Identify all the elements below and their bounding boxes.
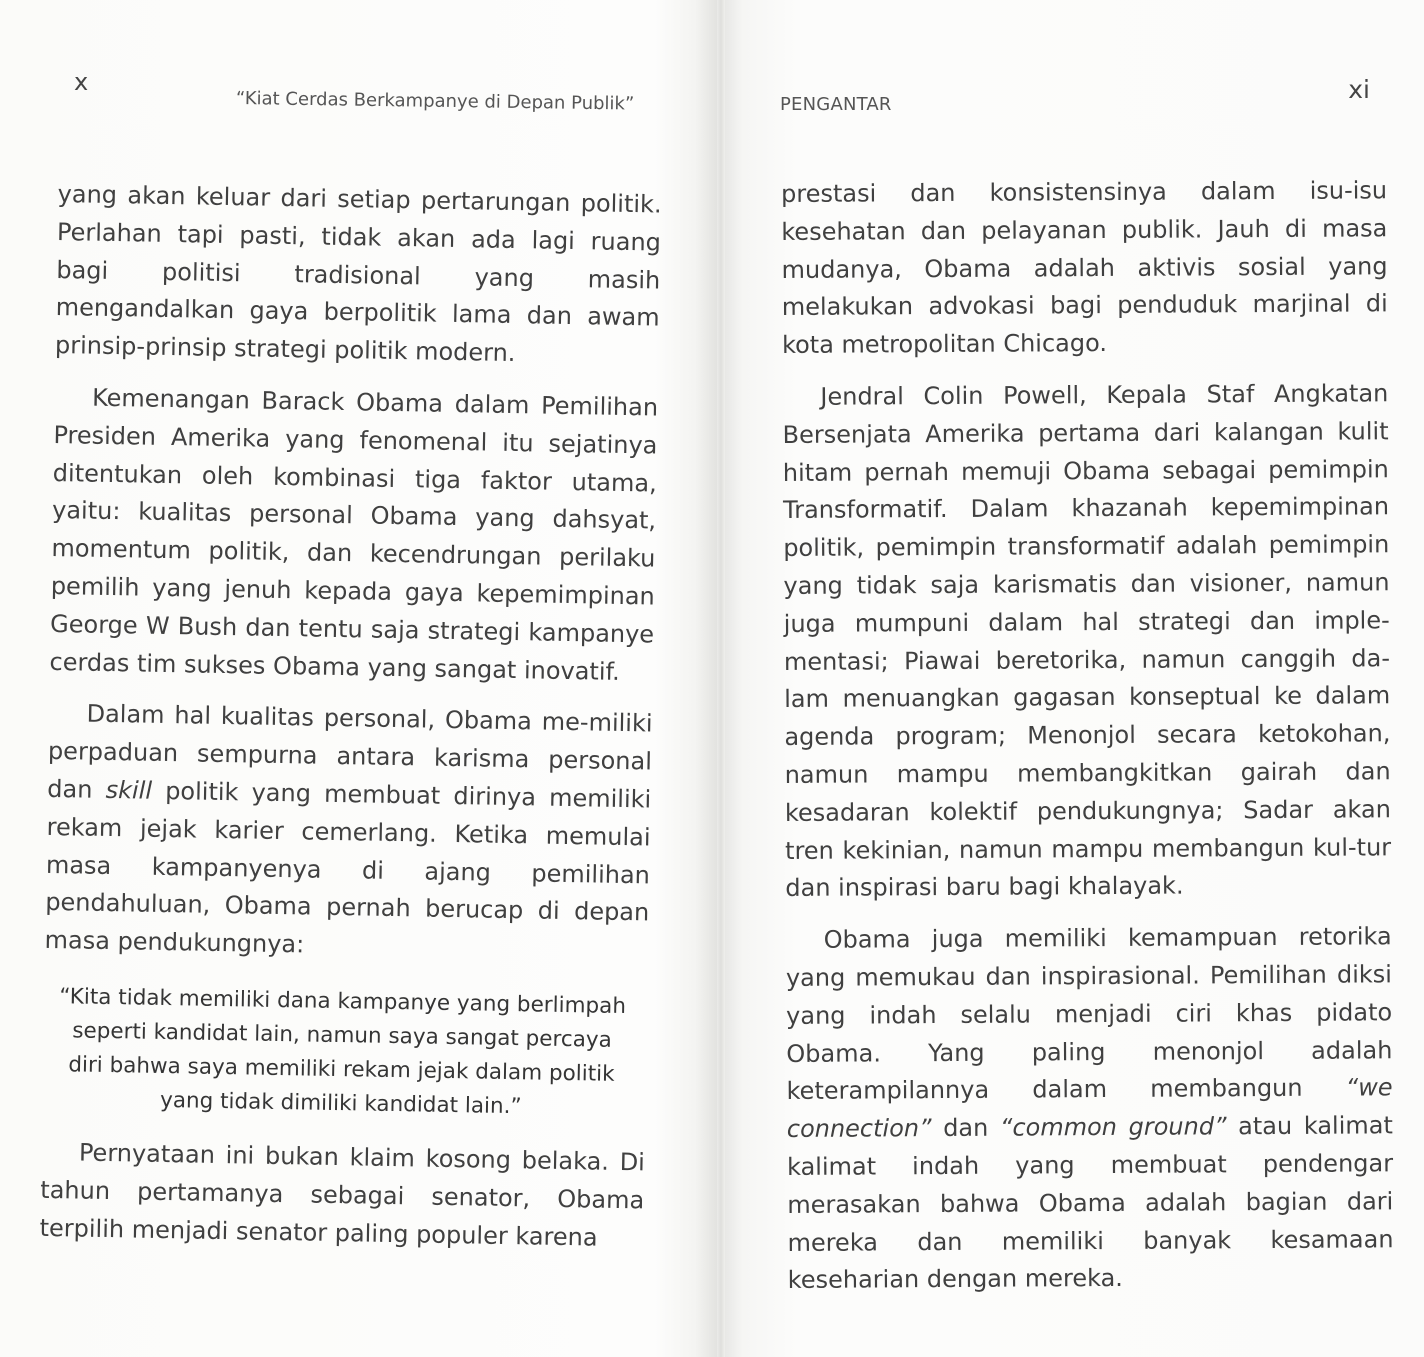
right-paragraph-3-text-b: dan (931, 1113, 1001, 1143)
right-page-number: xi (1348, 75, 1370, 104)
right-paragraph-3-text-a: Obama juga memiliki kemampuan retorika yang memukau dan inspirasional. Pemilihan diksi yang indah selalu menjadi ciri khas pidato Obama. Yang paling menonjol adalah keterampilannya dalam membangun (785, 922, 1393, 1106)
right-page (725, 0, 1424, 1357)
left-page-shadow (695, 0, 717, 1357)
left-paragraph-3-italic-skill: skill (105, 775, 153, 805)
right-page-shadow (725, 0, 743, 1357)
right-paragraph-3-italic-common-ground: “common ground” (999, 1112, 1227, 1142)
left-body-text (39, 176, 662, 1258)
right-paragraph-2: Jendral Colin Powell, Kepala Staf Angkatan Bersenjata Amerika pertama dari kalangan kulit hitam pernah memuji Obama sebagai pemimpin Transformatif. Dalam khazanah kepemimpinan politik, pemimpin transformatif adalah pemimpin yang tidak saja karismatis dan visioner, namun juga mumpuni dalam hal strategi dan imple-mentasi; Piawai beretorika, namun canggih da-lam menuangkan gagasan konseptual ke dalam agenda program; Menonjol secara ketokohan, namun mampu membangkitkan gairah dan kesadaran kolektif pendukungnya; Sadar akan tren kekinian, namun mampu membangun kul-tur dan inspirasi baru bagi khalayak. (782, 379, 1392, 903)
right-body-text (781, 172, 1394, 1300)
left-paragraph-3 (44, 695, 653, 970)
right-paragraph-3-italic-we-connection: “we connection” (786, 1073, 1393, 1144)
left-paragraph-1: yang akan keluar dari setiap pertarungan politik. Perlahan tapi pasti, tidak akan ada lagi ruang bagi politisi tradisional yang masih mengandalkan gaya berpolitik lama dan awam prinsip-prinsip strategi politik modern. (54, 179, 662, 368)
left-page-number: x (74, 68, 89, 96)
right-paragraph-3 (786, 918, 1394, 1300)
left-paragraph-2: Kemenangan Barack Obama dalam Pemilihan Presiden Amerika yang fenomenal itu sejatinya ditentukan oleh kombinasi tiga faktor utama, yaitu: kualitas personal Obama yang dahsyat, momentum politik, dan kecendrungan perilaku pemilih yang jenuh kepada gaya kepemimpinan George W Bush dan tentu saja strategi kampanye cerdas tim sukses Obama yang sangat inovatif. (49, 383, 659, 686)
right-paragraph-3-text-c: atau kalimat kalimat indah yang membuat pendengar merasakan bahwa Obama adalah bagian dari mereka dan memiliki banyak kesamaan keseharian dengan mereka. (786, 1111, 1394, 1295)
left-paragraph-3-text-b: politik yang membuat dirinya memiliki rekam jejak karier cemerlang. Ketika memulai masa kampanyenya di ajang pemilihan pendahuluan, Obama pernah berucap di depan masa pendukungnya: (44, 776, 652, 959)
left-paragraph-3-text-a: Dalam hal kualitas personal, Obama me-miliki perpaduan sempurna antara karisma personal dan (47, 699, 653, 804)
left-paragraph-4: Pernyataan ini bukan klaim kosong belaka. Di tahun pertamanya sebagai senator, Obama terpilih menjadi senator paling populer karena (39, 1138, 646, 1252)
left-running-title: “Kiat Cerdas Berkampanye di Depan Publik” (235, 88, 635, 115)
left-quote: “Kita tidak memiliki dana kampanye yang berlimpah seperti kandidat lain, namun saya sangat percaya diri bahwa saya memiliki rekam jejak dalam politik yang tidak dimiliki kandidat lain.” (59, 984, 627, 1120)
right-paragraph-1: prestasi dan konsistensinya dalam isu-isu kesehatan dan pelayanan publik. Jauh di masa mudanya, Obama adalah aktivis sosial yang melakukan advokasi bagi penduduk marjinal di kota metropolitan Chicago. (781, 176, 1388, 360)
book-gutter (717, 0, 725, 1357)
right-running-title: PENGANTAR (780, 94, 892, 115)
